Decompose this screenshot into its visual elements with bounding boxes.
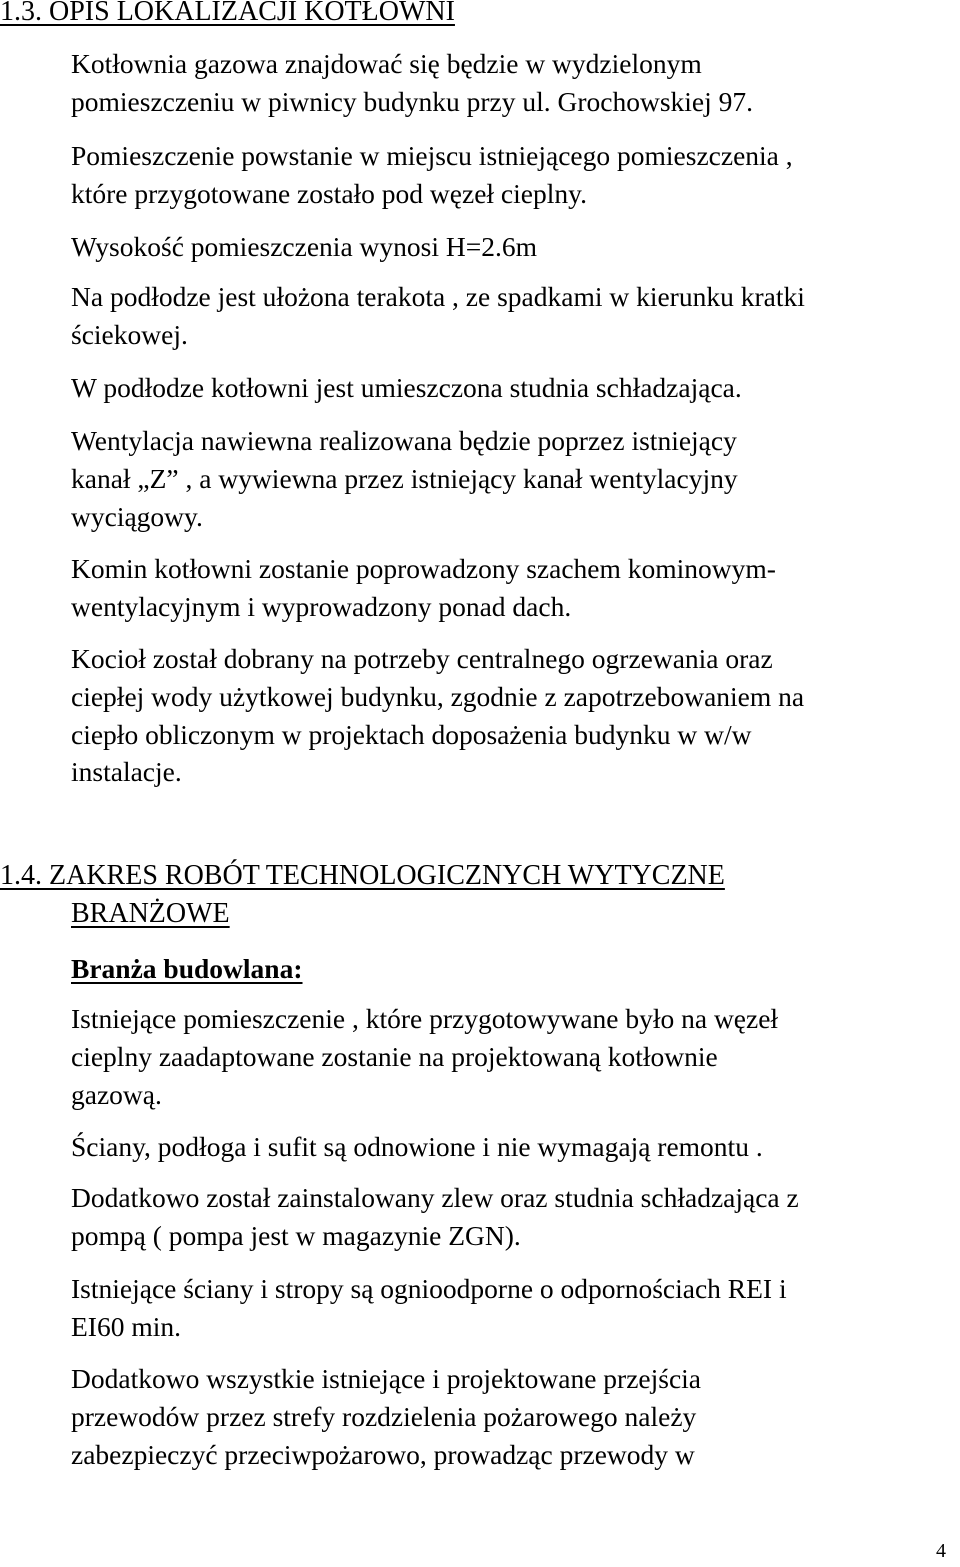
text-line: ciepłej wody użytkowej budynku, zgodnie z zapotrzebowaniem na (71, 680, 805, 712)
text-line: ściekowej. (71, 318, 188, 350)
text-line: pomieszczeniu w piwnicy budynku przy ul. Grochowskiej 97. (71, 85, 754, 117)
text-line: Istniejące ściany i stropy są ognioodporne o odpornościach REI i (71, 1273, 787, 1304)
text-line: EI60 min. (71, 1310, 181, 1342)
text-line: ciepło obliczonym w projektach doposażenia budynku w w/w (71, 718, 752, 750)
section-1-4-heading-continued: BRANŻOWE (71, 898, 230, 929)
text-line: Pomieszczenie powstanie w miejscu istniejącego pomieszczenia , (71, 140, 793, 171)
text-line: cieplny zaadaptowane zostanie na projektowaną kotłownie (71, 1040, 718, 1072)
text-line: Kotłownia gazowa znajdować się będzie w wydzielonym (71, 48, 702, 79)
text-line: Wysokość pomieszczenia wynosi H=2.6m (71, 231, 537, 262)
text-line: pompą ( pompa jest w magazynie ZGN). (71, 1219, 521, 1251)
text-line: Na podłodze jest ułożona terakota , ze spadkami w kierunku kratki (71, 281, 805, 312)
paragraph-adaptation (71, 1000, 955, 1113)
text-line: przewodów przez strefy rozdzielenia pożarowego należy (71, 1400, 697, 1432)
text-line: gazową. (71, 1078, 162, 1110)
page-number: 4 (936, 1540, 946, 1562)
text-line: Wentylacja nawiewna realizowana będzie poprzez istniejący (71, 425, 737, 456)
paragraph-location (71, 45, 955, 121)
paragraph-chimney (71, 550, 955, 626)
text-line: Komin kotłowni zostanie poprowadzony szachem kominowym- (71, 553, 776, 584)
text-line: Kocioł został dobrany na potrzeby centralnego ogrzewania oraz (71, 643, 773, 674)
text-line: zabezpieczyć przeciwpożarowo, prowadząc przewody w (71, 1438, 695, 1470)
section-1-4-heading: 1.4. ZAKRES ROBÓT TECHNOLOGICZNYCH WYTYCZNE (0, 860, 725, 891)
text-line: wentylacyjnym i wyprowadzony ponad dach. (71, 590, 572, 622)
text-line: instalacje. (71, 756, 182, 788)
text-line: Ściany, podłoga i sufit są odnowione i nie wymagają remontu . (71, 1131, 763, 1162)
text-line: Dodatkowo został zainstalowany zlew oraz studnia schładzająca z (71, 1182, 799, 1213)
paragraph-fire-resistance (71, 1270, 955, 1346)
paragraph-fire-penetrations (71, 1360, 955, 1473)
paragraph-cooling-well (71, 369, 955, 407)
paragraph-room-height (71, 228, 955, 266)
paragraph-boiler (71, 640, 955, 791)
paragraph-ventilation (71, 422, 955, 535)
text-line: W podłodze kotłowni jest umieszczona studnia schładzająca. (71, 372, 742, 403)
paragraph-renovation (71, 1128, 955, 1166)
text-line: kanał „Z” , a wywiewna przez istniejący kanał wentylacyjny (71, 462, 738, 494)
paragraph-sink-pump (71, 1179, 955, 1255)
subheading-construction: Branża budowlana: (71, 953, 303, 984)
text-line: Dodatkowo wszystkie istniejące i projektowane przejścia (71, 1363, 702, 1394)
text-line: wyciągowy. (71, 500, 203, 532)
text-line: które przygotowane zostało pod węzeł cieplny. (71, 177, 587, 209)
paragraph-floor (71, 278, 955, 354)
section-1-3-heading: 1.3. OPIS LOKALIZACJI KOTŁOWNI (0, 0, 455, 27)
text-line: Istniejące pomieszczenie , które przygotowywane było na węzeł (71, 1003, 779, 1034)
paragraph-room-origin (71, 137, 955, 213)
